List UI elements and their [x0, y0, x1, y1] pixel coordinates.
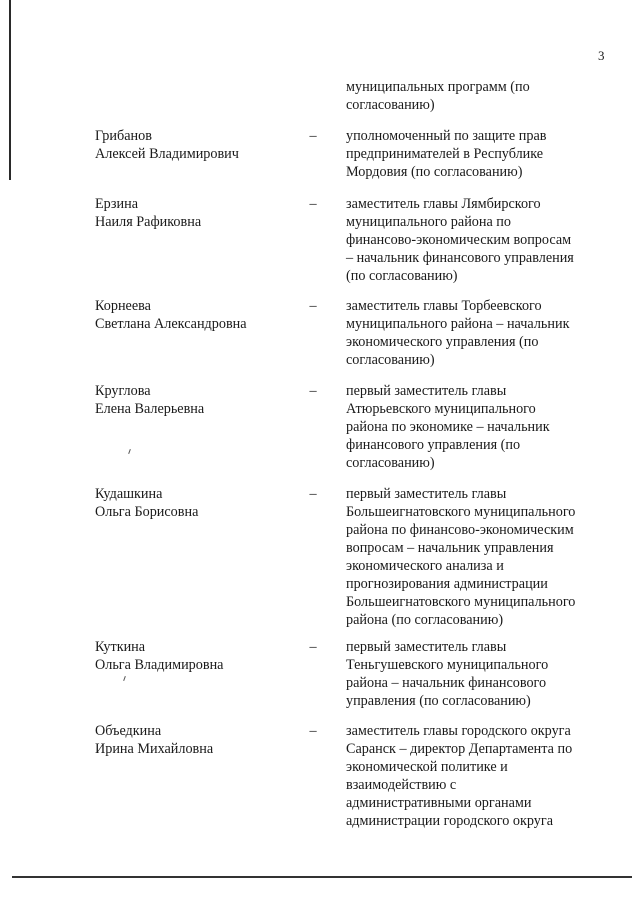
dash-separator: –: [309, 639, 317, 655]
surname: Кудашкина: [95, 486, 163, 502]
given-names: Ольга Борисовна: [95, 504, 199, 520]
given-names: Наиля Рафиковна: [95, 214, 202, 230]
role-line: района – начальник финансового: [346, 675, 547, 691]
role-line: администрации городского округа: [346, 813, 553, 829]
dash-separator: –: [309, 196, 317, 212]
member-role: [346, 127, 626, 181]
member-name: [95, 638, 315, 674]
continued-role-text: [346, 78, 616, 114]
member-role: [346, 638, 626, 710]
role-line: – начальник финансового управления: [346, 250, 574, 266]
member-role: [346, 382, 626, 472]
member-name: [95, 382, 315, 418]
page-number: 3: [598, 48, 605, 63]
role-line: заместитель главы Лямбирского: [346, 196, 541, 212]
given-names: Светлана Александровна: [95, 316, 247, 332]
member-role: [346, 195, 626, 285]
text-line: согласованию): [346, 97, 435, 113]
left-margin-rule: [9, 0, 11, 180]
role-line: Атюрьевского муниципального: [346, 401, 536, 417]
given-names: Елена Валерьевна: [95, 401, 205, 417]
role-line: предпринимателей в Республике: [346, 146, 544, 162]
text-line: муниципальных программ (по: [346, 79, 530, 95]
role-line: муниципального района – начальник: [346, 316, 570, 332]
dash-separator: –: [309, 298, 317, 314]
given-names: Алексей Владимирович: [95, 146, 239, 162]
dash-separator: –: [309, 383, 317, 399]
role-line: экономического управления (по: [346, 334, 539, 350]
role-line: района по финансово-экономическим: [346, 522, 574, 538]
role-line: района по экономике – начальник: [346, 419, 550, 435]
surname: Куткина: [95, 639, 146, 655]
stray-pen-mark: [123, 676, 126, 681]
bottom-edge-rule: [12, 876, 632, 878]
role-line: (по согласованию): [346, 268, 458, 284]
member-name: [95, 485, 315, 521]
surname: Объедкина: [95, 723, 162, 739]
role-line: заместитель главы Торбеевского: [346, 298, 542, 314]
given-names: Ольга Владимировна: [95, 657, 224, 673]
role-line: Большеигнатовского муниципального: [346, 504, 576, 520]
role-line: финансово-экономическим вопросам: [346, 232, 572, 248]
role-line: Мордовия (по согласованию): [346, 164, 523, 180]
role-line: Саранск – директор Департамента по: [346, 741, 573, 757]
role-line: финансового управления (по: [346, 437, 521, 453]
role-line: Теньгушевского муниципального: [346, 657, 549, 673]
role-line: заместитель главы городского округа: [346, 723, 571, 739]
dash-separator: –: [309, 486, 317, 502]
stray-pen-mark: [128, 449, 131, 454]
role-line: взаимодействию с: [346, 777, 457, 793]
role-line: первый заместитель главы: [346, 383, 507, 399]
member-role: [346, 297, 626, 369]
surname: Корнеева: [95, 298, 151, 314]
role-line: экономической политике и: [346, 759, 508, 775]
dash-separator: –: [309, 723, 317, 739]
given-names: Ирина Михайловна: [95, 741, 214, 757]
member-name: [95, 722, 315, 758]
role-line: экономического анализа и: [346, 558, 504, 574]
dash-separator: –: [309, 128, 317, 144]
surname: Грибанов: [95, 128, 152, 144]
role-line: Большеигнатовского муниципального: [346, 594, 576, 610]
role-line: первый заместитель главы: [346, 639, 507, 655]
member-role: [346, 722, 626, 830]
role-line: вопросам – начальник управления: [346, 540, 554, 556]
role-line: уполномоченный по защите прав: [346, 128, 547, 144]
role-line: района (по согласованию): [346, 612, 504, 628]
surname: Круглова: [95, 383, 151, 399]
role-line: муниципального района по: [346, 214, 511, 230]
role-line: административными органами: [346, 795, 532, 811]
role-line: согласованию): [346, 455, 435, 471]
role-line: согласованию): [346, 352, 435, 368]
member-name: [95, 297, 315, 333]
member-name: [95, 127, 315, 163]
role-line: управления (по согласованию): [346, 693, 531, 709]
role-line: первый заместитель главы: [346, 486, 507, 502]
member-name: [95, 195, 315, 231]
member-role: [346, 485, 626, 629]
role-line: прогнозирования администрации: [346, 576, 548, 592]
surname: Ерзина: [95, 196, 139, 212]
